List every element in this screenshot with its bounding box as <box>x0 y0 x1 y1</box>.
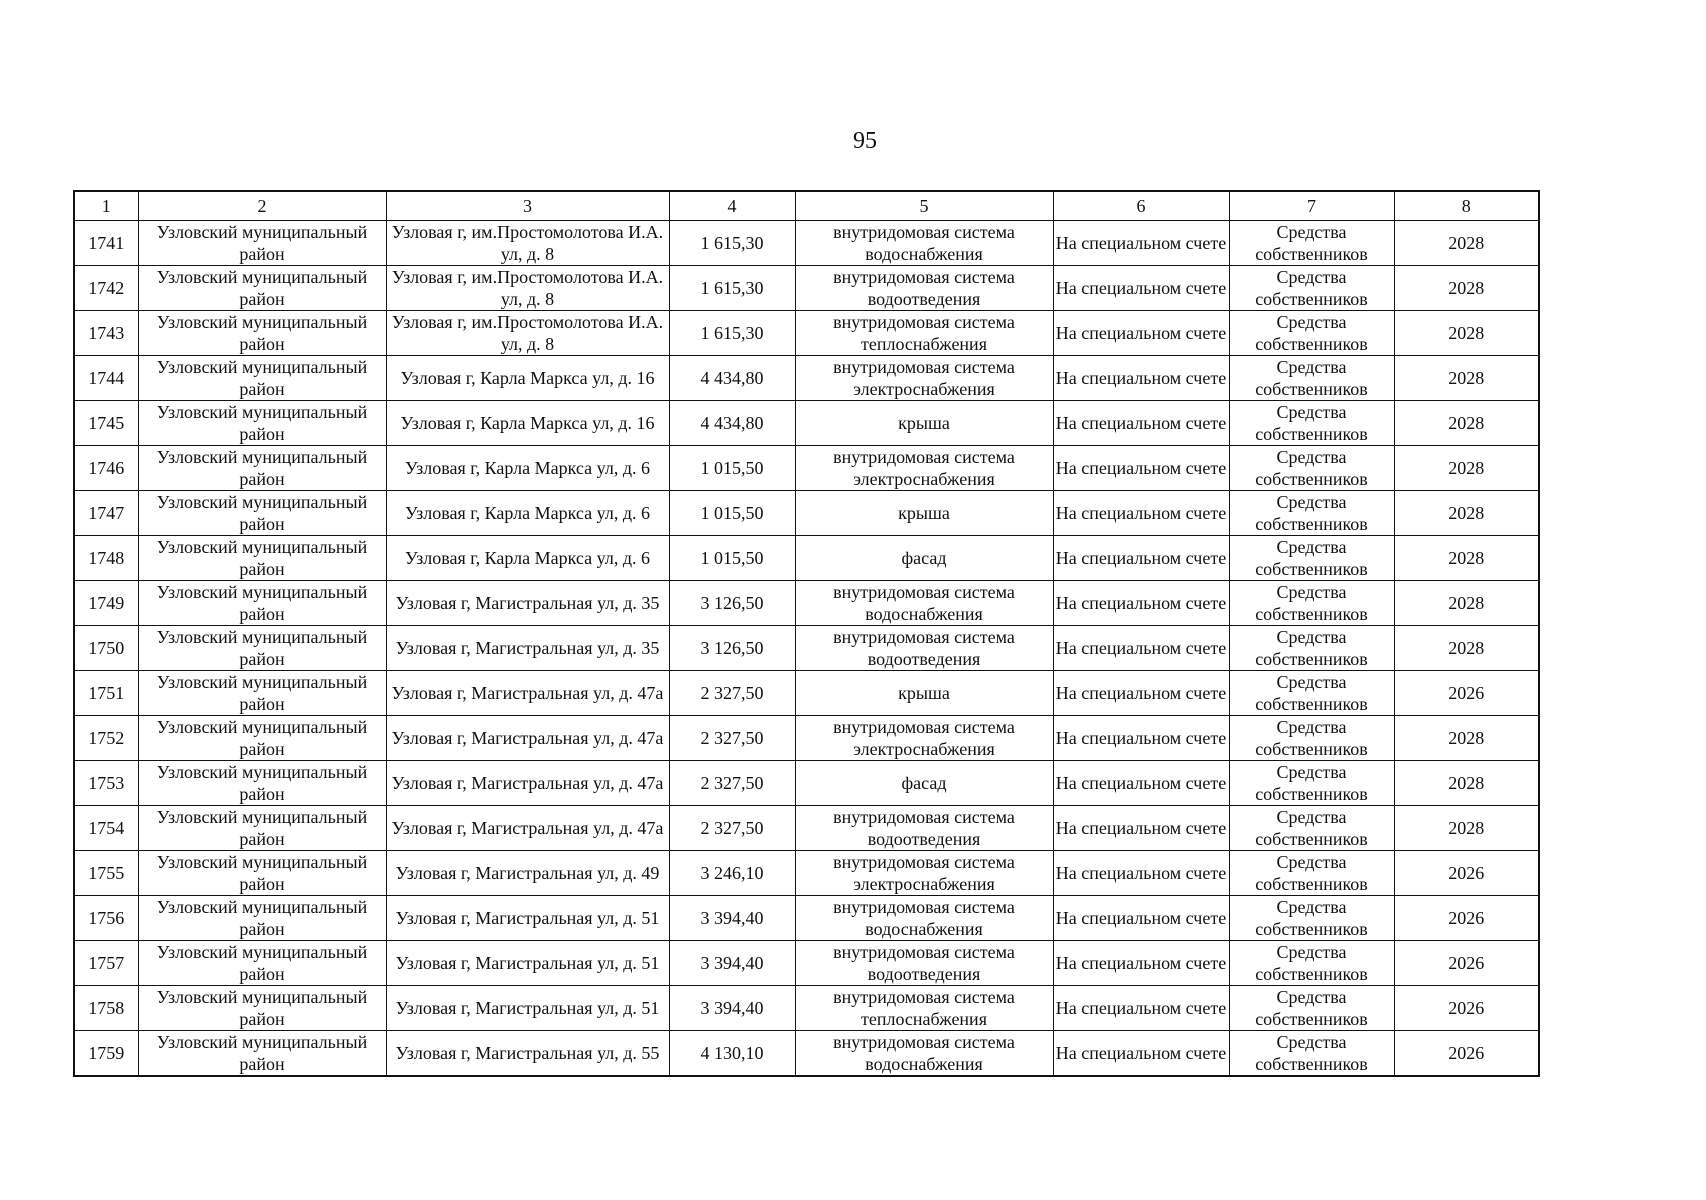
row-number-cell: 1758 <box>74 986 138 1031</box>
funding-source-cell: Средства собственников <box>1229 896 1394 941</box>
system-cell: внутридомовая система электроснабжения <box>795 356 1053 401</box>
funding-method-cell: На специальном счете <box>1053 851 1229 896</box>
year-cell: 2028 <box>1394 806 1539 851</box>
year-cell: 2026 <box>1394 1031 1539 1077</box>
table-row <box>74 311 1539 356</box>
row-number-cell: 1751 <box>74 671 138 716</box>
district-cell: Узловский муниципальный район <box>138 266 386 311</box>
funding-method-cell: На специальном счете <box>1053 941 1229 986</box>
year-cell: 2028 <box>1394 761 1539 806</box>
header-cell-8: 8 <box>1394 191 1539 221</box>
address-cell: Узловая г, им.Простомолотова И.А. ул, д. 8 <box>386 266 669 311</box>
funding-source-cell: Средства собственников <box>1229 716 1394 761</box>
address-cell: Узловая г, Карла Маркса ул, д. 6 <box>386 536 669 581</box>
row-number-cell: 1747 <box>74 491 138 536</box>
district-cell: Узловский муниципальный район <box>138 491 386 536</box>
area-cell: 2 327,50 <box>669 806 795 851</box>
area-cell: 3 126,50 <box>669 626 795 671</box>
district-cell: Узловский муниципальный район <box>138 626 386 671</box>
header-cell-6: 6 <box>1053 191 1229 221</box>
table-row <box>74 716 1539 761</box>
table-row <box>74 581 1539 626</box>
funding-source-cell: Средства собственников <box>1229 311 1394 356</box>
address-cell: Узловая г, Магистральная ул, д. 47а <box>386 806 669 851</box>
year-cell: 2028 <box>1394 356 1539 401</box>
funding-method-cell: На специальном счете <box>1053 581 1229 626</box>
table-header <box>74 191 1539 221</box>
district-cell: Узловский муниципальный район <box>138 536 386 581</box>
district-cell: Узловский муниципальный район <box>138 986 386 1031</box>
funding-method-cell: На специальном счете <box>1053 896 1229 941</box>
funding-source-cell: Средства собственников <box>1229 446 1394 491</box>
address-cell: Узловая г, Карла Маркса ул, д. 6 <box>386 491 669 536</box>
year-cell: 2028 <box>1394 221 1539 266</box>
funding-method-cell: На специальном счете <box>1053 986 1229 1031</box>
funding-method-cell: На специальном счете <box>1053 536 1229 581</box>
address-cell: Узловая г, им.Простомолотова И.А. ул, д. 8 <box>386 311 669 356</box>
table-row <box>74 986 1539 1031</box>
area-cell: 4 434,80 <box>669 356 795 401</box>
area-cell: 1 015,50 <box>669 446 795 491</box>
year-cell: 2028 <box>1394 401 1539 446</box>
year-cell: 2028 <box>1394 581 1539 626</box>
area-cell: 3 394,40 <box>669 941 795 986</box>
table-row <box>74 266 1539 311</box>
address-cell: Узловая г, Магистральная ул, д. 55 <box>386 1031 669 1077</box>
area-cell: 1 015,50 <box>669 491 795 536</box>
funding-source-cell: Средства собственников <box>1229 401 1394 446</box>
header-cell-1: 1 <box>74 191 138 221</box>
address-cell: Узловая г, Магистральная ул, д. 47а <box>386 716 669 761</box>
address-cell: Узловая г, Карла Маркса ул, д. 16 <box>386 356 669 401</box>
funding-method-cell: На специальном счете <box>1053 491 1229 536</box>
area-cell: 1 615,30 <box>669 221 795 266</box>
table-row <box>74 806 1539 851</box>
row-number-cell: 1750 <box>74 626 138 671</box>
area-cell: 1 615,30 <box>669 266 795 311</box>
system-cell: внутридомовая система водоснабжения <box>795 221 1053 266</box>
row-number-cell: 1756 <box>74 896 138 941</box>
row-number-cell: 1753 <box>74 761 138 806</box>
district-cell: Узловский муниципальный район <box>138 941 386 986</box>
header-cell-4: 4 <box>669 191 795 221</box>
district-cell: Узловский муниципальный район <box>138 1031 386 1077</box>
year-cell: 2028 <box>1394 491 1539 536</box>
funding-method-cell: На специальном счете <box>1053 221 1229 266</box>
table-row <box>74 626 1539 671</box>
district-cell: Узловский муниципальный район <box>138 311 386 356</box>
page-number: 95 <box>853 128 877 154</box>
funding-source-cell: Средства собственников <box>1229 806 1394 851</box>
system-cell: внутридомовая система водоотведения <box>795 941 1053 986</box>
row-number-cell: 1755 <box>74 851 138 896</box>
funding-source-cell: Средства собственников <box>1229 626 1394 671</box>
funding-method-cell: На специальном счете <box>1053 266 1229 311</box>
district-cell: Узловский муниципальный район <box>138 401 386 446</box>
area-cell: 4 130,10 <box>669 1031 795 1077</box>
funding-source-cell: Средства собственников <box>1229 266 1394 311</box>
funding-source-cell: Средства собственников <box>1229 851 1394 896</box>
address-cell: Узловая г, им.Простомолотова И.А. ул, д. 8 <box>386 221 669 266</box>
funding-source-cell: Средства собственников <box>1229 941 1394 986</box>
area-cell: 3 126,50 <box>669 581 795 626</box>
funding-method-cell: На специальном счете <box>1053 626 1229 671</box>
row-number-cell: 1754 <box>74 806 138 851</box>
area-cell: 1 015,50 <box>669 536 795 581</box>
header-cell-3: 3 <box>386 191 669 221</box>
area-cell: 4 434,80 <box>669 401 795 446</box>
row-number-cell: 1744 <box>74 356 138 401</box>
table-row <box>74 1031 1539 1077</box>
repair-schedule-table <box>73 190 1540 1077</box>
row-number-cell: 1757 <box>74 941 138 986</box>
system-cell: фасад <box>795 536 1053 581</box>
address-cell: Узловая г, Магистральная ул, д. 47а <box>386 671 669 716</box>
header-cell-2: 2 <box>138 191 386 221</box>
funding-source-cell: Средства собственников <box>1229 671 1394 716</box>
district-cell: Узловский муниципальный район <box>138 671 386 716</box>
year-cell: 2028 <box>1394 446 1539 491</box>
address-cell: Узловая г, Карла Маркса ул, д. 6 <box>386 446 669 491</box>
year-cell: 2026 <box>1394 941 1539 986</box>
year-cell: 2026 <box>1394 851 1539 896</box>
area-cell: 2 327,50 <box>669 671 795 716</box>
table-body <box>74 221 1539 1077</box>
funding-source-cell: Средства собственников <box>1229 1031 1394 1077</box>
table-row <box>74 221 1539 266</box>
system-cell: внутридомовая система водоснабжения <box>795 581 1053 626</box>
year-cell: 2028 <box>1394 626 1539 671</box>
table-row <box>74 536 1539 581</box>
header-row <box>74 191 1539 221</box>
row-number-cell: 1743 <box>74 311 138 356</box>
area-cell: 2 327,50 <box>669 761 795 806</box>
funding-source-cell: Средства собственников <box>1229 491 1394 536</box>
funding-method-cell: На специальном счете <box>1053 311 1229 356</box>
row-number-cell: 1746 <box>74 446 138 491</box>
funding-method-cell: На специальном счете <box>1053 446 1229 491</box>
funding-source-cell: Средства собственников <box>1229 761 1394 806</box>
table-row <box>74 446 1539 491</box>
year-cell: 2028 <box>1394 536 1539 581</box>
funding-source-cell: Средства собственников <box>1229 536 1394 581</box>
row-number-cell: 1748 <box>74 536 138 581</box>
table-row <box>74 671 1539 716</box>
row-number-cell: 1742 <box>74 266 138 311</box>
year-cell: 2026 <box>1394 986 1539 1031</box>
funding-method-cell: На специальном счете <box>1053 761 1229 806</box>
area-cell: 3 394,40 <box>669 896 795 941</box>
district-cell: Узловский муниципальный район <box>138 806 386 851</box>
address-cell: Узловая г, Магистральная ул, д. 35 <box>386 626 669 671</box>
address-cell: Узловая г, Магистральная ул, д. 49 <box>386 851 669 896</box>
system-cell: внутридомовая система водоотведения <box>795 626 1053 671</box>
row-number-cell: 1752 <box>74 716 138 761</box>
table-row <box>74 491 1539 536</box>
district-cell: Узловский муниципальный район <box>138 716 386 761</box>
area-cell: 2 327,50 <box>669 716 795 761</box>
row-number-cell: 1745 <box>74 401 138 446</box>
system-cell: крыша <box>795 671 1053 716</box>
year-cell: 2026 <box>1394 671 1539 716</box>
system-cell: внутридомовая система электроснабжения <box>795 446 1053 491</box>
address-cell: Узловая г, Магистральная ул, д. 51 <box>386 986 669 1031</box>
table-row <box>74 761 1539 806</box>
area-cell: 3 394,40 <box>669 986 795 1031</box>
district-cell: Узловский муниципальный район <box>138 581 386 626</box>
system-cell: внутридомовая система электроснабжения <box>795 851 1053 896</box>
address-cell: Узловая г, Магистральная ул, д. 47а <box>386 761 669 806</box>
table-row <box>74 356 1539 401</box>
funding-method-cell: На специальном счете <box>1053 1031 1229 1077</box>
year-cell: 2026 <box>1394 896 1539 941</box>
row-number-cell: 1759 <box>74 1031 138 1077</box>
system-cell: внутридомовая система электроснабжения <box>795 716 1053 761</box>
year-cell: 2028 <box>1394 266 1539 311</box>
system-cell: крыша <box>795 491 1053 536</box>
system-cell: внутридомовая система теплоснабжения <box>795 311 1053 356</box>
funding-source-cell: Средства собственников <box>1229 221 1394 266</box>
area-cell: 1 615,30 <box>669 311 795 356</box>
row-number-cell: 1749 <box>74 581 138 626</box>
funding-source-cell: Средства собственников <box>1229 581 1394 626</box>
funding-method-cell: На специальном счете <box>1053 806 1229 851</box>
district-cell: Узловский муниципальный район <box>138 851 386 896</box>
header-cell-5: 5 <box>795 191 1053 221</box>
district-cell: Узловский муниципальный район <box>138 446 386 491</box>
system-cell: фасад <box>795 761 1053 806</box>
funding-method-cell: На специальном счете <box>1053 716 1229 761</box>
table-row <box>74 851 1539 896</box>
row-number-cell: 1741 <box>74 221 138 266</box>
district-cell: Узловский муниципальный район <box>138 896 386 941</box>
address-cell: Узловая г, Карла Маркса ул, д. 16 <box>386 401 669 446</box>
header-cell-7: 7 <box>1229 191 1394 221</box>
system-cell: внутридомовая система водоотведения <box>795 266 1053 311</box>
system-cell: внутридомовая система теплоснабжения <box>795 986 1053 1031</box>
district-cell: Узловский муниципальный район <box>138 221 386 266</box>
funding-source-cell: Средства собственников <box>1229 986 1394 1031</box>
year-cell: 2028 <box>1394 716 1539 761</box>
address-cell: Узловая г, Магистральная ул, д. 51 <box>386 896 669 941</box>
district-cell: Узловский муниципальный район <box>138 356 386 401</box>
system-cell: внутридомовая система водоснабжения <box>795 896 1053 941</box>
system-cell: крыша <box>795 401 1053 446</box>
system-cell: внутридомовая система водоотведения <box>795 806 1053 851</box>
table-row <box>74 896 1539 941</box>
area-cell: 3 246,10 <box>669 851 795 896</box>
table-row <box>74 401 1539 446</box>
funding-method-cell: На специальном счете <box>1053 356 1229 401</box>
funding-method-cell: На специальном счете <box>1053 671 1229 716</box>
table-row <box>74 941 1539 986</box>
year-cell: 2028 <box>1394 311 1539 356</box>
funding-source-cell: Средства собственников <box>1229 356 1394 401</box>
district-cell: Узловский муниципальный район <box>138 761 386 806</box>
system-cell: внутридомовая система водоснабжения <box>795 1031 1053 1077</box>
address-cell: Узловая г, Магистральная ул, д. 51 <box>386 941 669 986</box>
address-cell: Узловая г, Магистральная ул, д. 35 <box>386 581 669 626</box>
funding-method-cell: На специальном счете <box>1053 401 1229 446</box>
